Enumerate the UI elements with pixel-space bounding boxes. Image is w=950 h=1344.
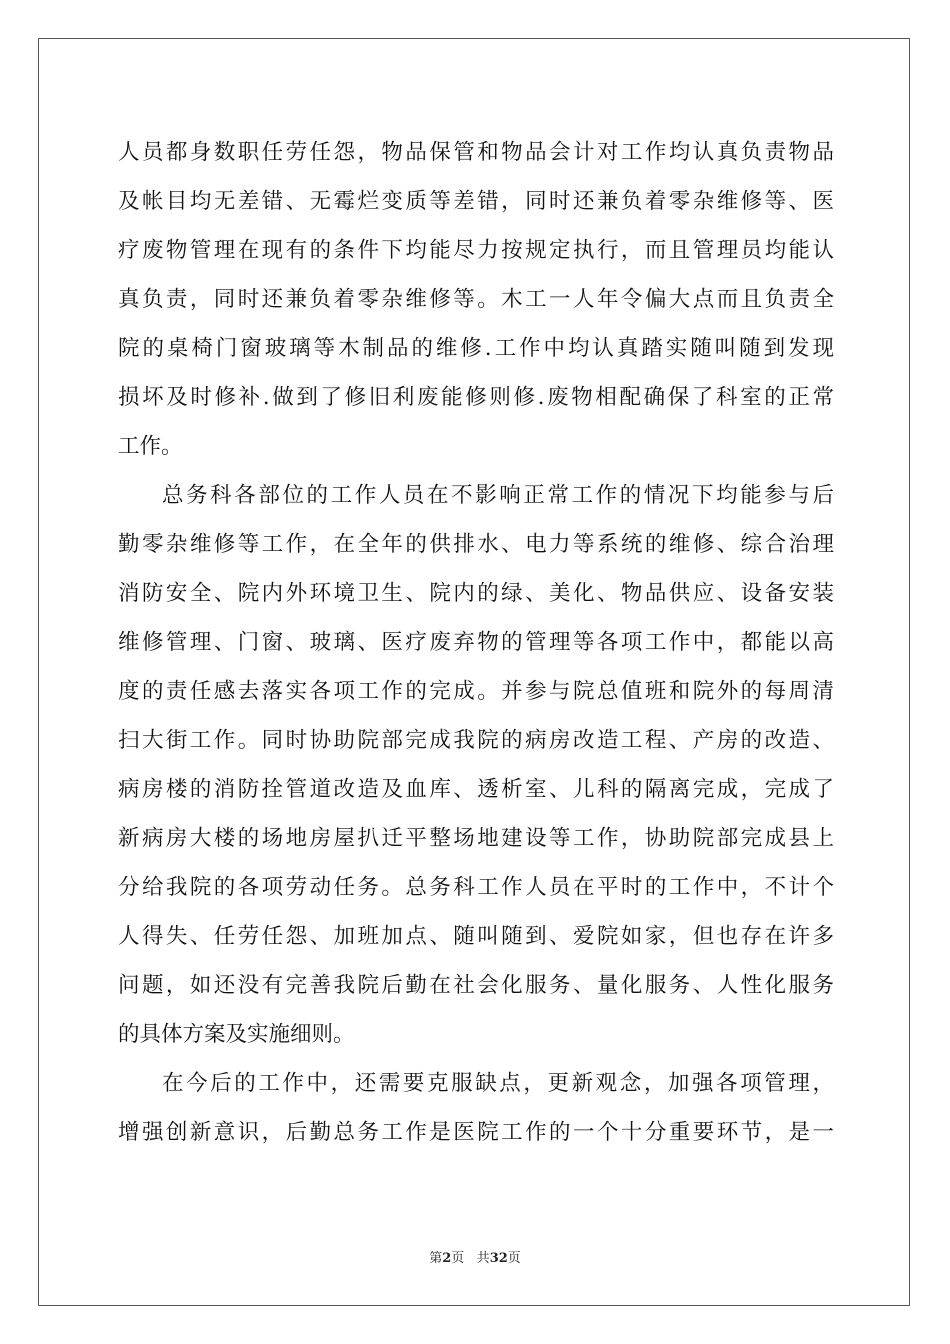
page-footer [0,1247,950,1266]
text-line: 及帐目均无差错、无霉烂变质等差错，同时还兼负着零杂维修等、医 [118,189,834,214]
text-line: 工作。 [118,434,183,459]
text-line: 增强创新意识，后勤总务工作是医院工作的一个十分重要环节，是一 [118,1120,834,1145]
text-line: 扫大街工作。同时协助院部完成我院的病房改造工程、产房的改造、 [118,728,834,753]
text-line: 真负责，同时还兼负着零杂维修等。木工一人年令偏大点而且负责全 [118,287,834,312]
text-line: 问题，如还没有完善我院后勤在社会化服务、量化服务、人性化服务 [118,973,834,998]
text-line: 人得失、任劳任怨、加班加点、随叫随到、爱院如家，但也存在许多 [118,924,834,949]
page-prefix: 第 [429,1251,443,1266]
text-line: 度的责任感去落实各项工作的完成。并参与院总值班和院外的每周清 [118,679,834,704]
paragraph [118,471,834,1059]
page-suffix: 页 [451,1251,465,1266]
text-line: 疗废物管理在现有的条件下均能尽力按规定执行，而且管理员均能认 [118,238,834,263]
text-line: 维修管理、门窗、玻璃、医疗废弃物的管理等各项工作中，都能以高 [118,630,834,655]
paragraph [118,128,834,471]
text-line: 新病房大楼的场地房屋扒迁平整场地建设等工作，协助院部完成县上 [118,826,834,851]
text-line: 的具体方案及实施细则。 [118,1022,355,1047]
text-line: 总务科各部位的工作人员在不影响正常工作的情况下均能参与后 [162,483,834,508]
text-line: 损坏及时修补.做到了修旧利废能修则修.废物相配确保了科室的正常 [118,385,834,410]
total-pages: 32 [489,1251,508,1266]
text-line: 消防安全、院内外环境卫生、院内的绿、美化、物品供应、设备安装 [118,581,834,606]
page-number: 2 [442,1251,452,1266]
text-line: 在今后的工作中，还需要克服缺点，更新观念，加强各项管理， [162,1071,834,1096]
text-line: 勤零杂维修等工作，在全年的供排水、电力等系统的维修、综合治理 [118,532,834,557]
text-line: 院的桌椅门窗玻璃等木制品的维修.工作中均认真踏实随叫随到发现 [118,336,834,361]
text-line: 病房楼的消防拴管道改造及血库、透析室、儿科的隔离完成，完成了 [118,777,834,802]
paragraph [118,1059,834,1157]
total-suffix: 页 [507,1251,521,1266]
text-line: 人员都身数职任劳任怨，物品保管和物品会计对工作均认真负责物品 [118,140,834,165]
total-prefix: 共 [476,1251,490,1266]
text-line: 分给我院的各项劳动任务。总务科工作人员在平时的工作中，不计个 [118,875,834,900]
document-body [118,128,834,1157]
